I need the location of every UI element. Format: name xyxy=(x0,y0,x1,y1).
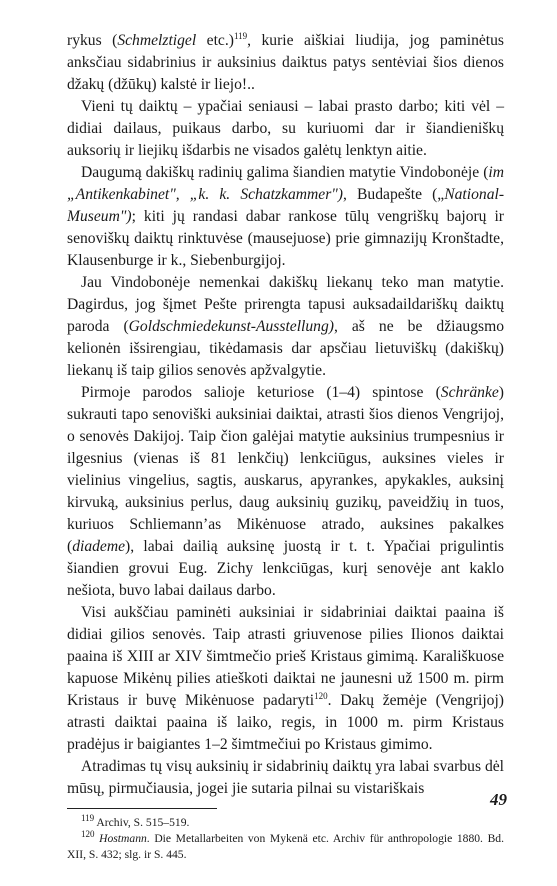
italic-text: National-Museum") xyxy=(67,186,505,225)
text-run: ), labai dailią auksinę juostą ir t. t. Ypačiai prigulintis šiandien grovui Eug. Zichy lenkciūgas, kurį senovėje ant kaklo nešiota, buvo labai dailaus darbo. xyxy=(67,538,504,599)
paragraph xyxy=(67,96,504,162)
italic-text: Schmelztigel xyxy=(117,32,197,49)
text-run: , aš ne be džiaugsmo kelionėn išsirengiau, tikėdamasis dar apsčiau lietuviškų (dakiškų) liekanų iš taip gilios senovės apžvalgytie. xyxy=(67,318,504,379)
text-run: etc.) xyxy=(196,32,234,49)
text-run: . Dakų žemėje (Vengrijoj) atrasti daiktai paaina iš laiko, regis, in 1000 m. pirm Kristaus pradėjus ir baigiantes 1–2 šimtmečiui po Kristaus gimimo. xyxy=(67,692,505,753)
text-run: Visi aukščiau paminėti auksiniai ir sidabriniai daiktai paaina iš didiai gilios senovės. Taip atrasti griuvenose pilies Ilionos daiktai paaina iš XIII ar XIV šimtmečio prieš Kristaus gimimą. Karališkuose kapuose Mikėnų pilies atieškoti daiktai ne jaunesni už 1500 m. pirm Kristaus ir buvę Mikėnuose padaryti xyxy=(67,604,504,709)
italic-text: Goldschmiedekunst-Ausstellung) xyxy=(128,318,334,335)
text-run: , Budapešte („ xyxy=(343,186,445,203)
footnote-divider xyxy=(67,808,217,809)
footnote-ref: 120 xyxy=(81,829,95,840)
italic-text: diademe xyxy=(72,538,126,555)
footnote-ref: 120 xyxy=(314,690,328,701)
italic-text: im „Antikenkabinet", „k. k. Schatzkammer") xyxy=(67,164,504,203)
paragraph xyxy=(67,272,504,382)
paragraph xyxy=(67,756,504,800)
text-run: Archiv, S. 515–519. xyxy=(94,816,190,829)
text-run: ) sukrauti tapo senoviški auksiniai daiktai, atrasti šios dienos Vengrijoj, o senovės Dakijoj. Taip čion galėjai matytie auksinius trumpesnius ir ilgesnius (vienas iš 81 lenkčių) lenkciūgus, auksines vieles ir vielinius vingelius, sagtis, auskarus, apyrankes, apykakles, auksinį kirvuką, auksinius perlus, daug auksinių guzikų, paveidžių in tuos, kuriuos Schliemann’as Mikėnuose atrado, auksines pakalkes ( xyxy=(67,384,504,555)
text-run: Pirmoje parodos salioje keturiose (1–4) spintose ( xyxy=(81,384,441,401)
paragraph xyxy=(67,382,504,602)
page-number: 49 xyxy=(490,790,507,809)
paragraph xyxy=(67,162,504,272)
footnote xyxy=(67,831,504,863)
italic-text: Hostmann xyxy=(99,832,147,845)
paragraph xyxy=(67,30,504,96)
text-run: Jau Vindobonėje nemenkai dakiškų liekanų teko man matytie. Dagirdus, jog šįmet Pešte prirengta tapusi auksadaildariškų daiktų paroda ( xyxy=(67,274,504,335)
main-text xyxy=(67,30,504,800)
paragraph xyxy=(67,602,504,756)
italic-text: Schränke xyxy=(440,384,499,401)
footnote xyxy=(67,815,504,831)
text-run: ; kiti jų randasi dabar rankose tūlų vengriškų bajorų ir senoviškų daiktų rinktuvėse (mausejuose) prie gimnazijų Kronštadte, Klausenburge ir k., Siebenburgijoj. xyxy=(67,208,504,269)
page-body xyxy=(67,30,504,863)
footnotes xyxy=(67,815,504,863)
footnote-ref: 119 xyxy=(233,30,248,41)
text-run: Vieni tų daiktų – ypačiai seniausi – labai prasto darbo; kiti vėl – didiai dailaus, puikaus darbo, su kuriuomi dar ir šiandieniškų auksorių ir liejikų išdarbis ne visados galėtų lenktyn aitie. xyxy=(67,98,504,159)
text-run: , kurie aiškiai liudija, jog paminėtus anksčiau sidabrinius ir auksinius daiktus patys sentėviai šios dienos džakų (džūkų) kalstė ir liejo!.. xyxy=(67,32,504,93)
text-run: Atradimas tų visų auksinių ir sidabrinių daiktų yra labai svarbus dėl mūsų, pirmučiausia, jogei jie sutaria pilnai su vistariškais xyxy=(67,758,504,797)
text-run: . Die Metallarbeiten von Mykenä etc. Archiv für anthropologie 1880. Bd. XII, S. 432; slg. ir S. 445. xyxy=(67,832,504,861)
footnote-ref: 119 xyxy=(81,813,95,824)
text-run: Daugumą dakiškų radinių galima šiandien matytie Vindobonėje ( xyxy=(81,164,489,181)
text-run: rykus ( xyxy=(67,32,118,49)
